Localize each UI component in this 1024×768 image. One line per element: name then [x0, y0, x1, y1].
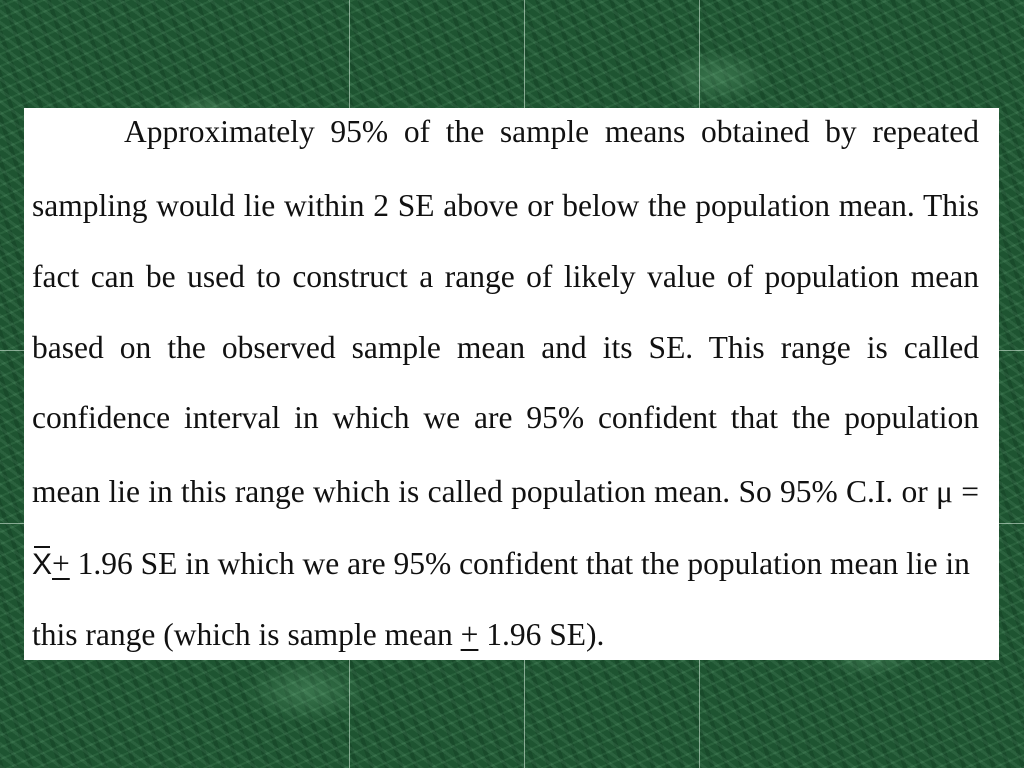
formula-text: 1.96 SE in which we are 95% confident that the population mean lie in	[69, 546, 970, 581]
last-line-end: 1.96 SE).	[478, 617, 605, 652]
text-panel	[24, 108, 999, 660]
last-line-start: this range (which is sample mean	[32, 617, 461, 652]
paragraph-line: sampling would lie within 2 SE above or below the population mean. This	[32, 188, 979, 223]
paragraph-line: mean lie in this range which is called population mean. So 95% C.I. or μ =	[32, 474, 979, 509]
plus-minus-sign: +	[460, 617, 479, 652]
plus-minus-sign: +	[52, 546, 70, 581]
paragraph-line-formula	[32, 544, 979, 585]
paragraph-line: Approximately 95% of the sample means obtained by repeated	[124, 114, 979, 149]
paragraph-line-last	[32, 615, 979, 655]
paragraph-line: confidence interval in which we are 95% confident that the population	[32, 400, 979, 435]
sample-mean-symbol: X	[32, 545, 52, 585]
paragraph-line: fact can be used to construct a range of likely value of population mean	[32, 259, 979, 294]
paragraph-line: based on the observed sample mean and its SE. This range is called	[32, 330, 979, 365]
